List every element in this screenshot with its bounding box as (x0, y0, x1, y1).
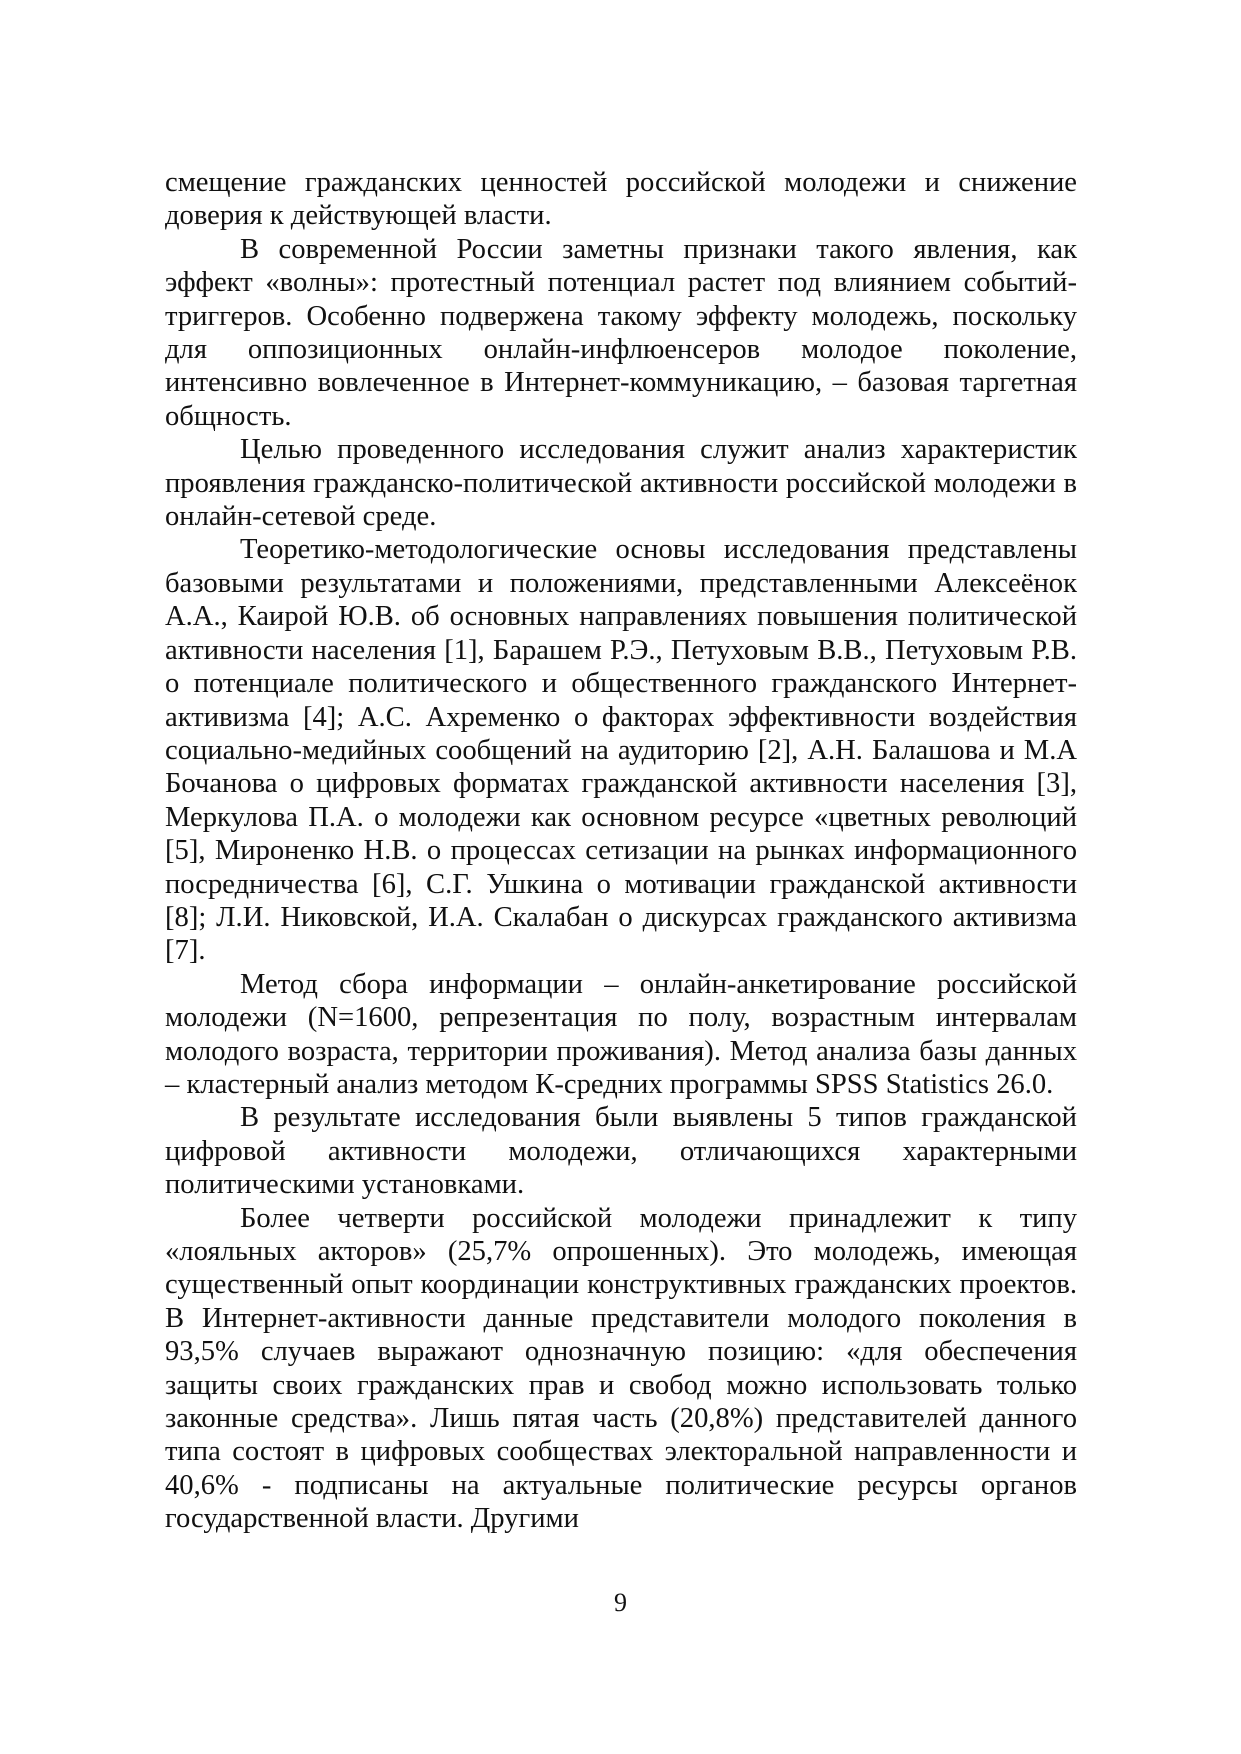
paragraph-6: В результате исследования были выявлены 5 типов гражданской цифровой активности молодежи, отличающихся характерными политическими установками. (165, 1102, 1077, 1201)
paragraph-4: Теоретико-методологические основы исследования представлены базовыми результатами и положениями, представленными Алексеёнок А.А., Каирой Ю.В. об основных направлениях повышения политической активности населения [1], Барашем Р.Э., Петуховым В.В., Петуховым Р.В. о потенциале политического и общественного гражданского Интернет-активизма [4]; А.С. Ахременко о факторах эффективности воздействия социально-медийных сообщений на аудиторию [2], А.Н. Балашова и М.А Бочанова о цифровых форматах гражданской активности населения [3], Меркулова П.А. о молодежи как основном ресурсе «цветных революций [5], Мироненко Н.В. о процессах сетизации на рынках информационного посредничества [6], С.Г. Ушкина о мотивации гражданской активности [8]; Л.И. Никовской, И.А. Скалабан о дискурсах гражданского активизма [7]. (165, 534, 1077, 967)
body-text (165, 166, 1077, 1536)
paragraph-1: смещение гражданских ценностей российской молодежи и снижение доверия к действующей власти. (165, 167, 1077, 232)
paragraph-2: В современной России заметны признаки такого явления, как эффект «волны»: протестный потенциал растет под влиянием событий-триггеров. Особенно подвержена такому эффекту молодежь, поскольку для оппозиционных онлайн-инфлюенсеров молодое поколение, интенсивно вовлеченное в Интернет-коммуникацию, – базовая таргетная общность. (165, 233, 1077, 432)
page-number: 9 (614, 1588, 627, 1617)
paragraph-3: Целью проведенного исследования служит анализ характеристик проявления гражданско-политической активности российской молодежи в онлайн-сетевой среде. (165, 434, 1077, 533)
paragraph-7: Более четверти российской молодежи принадлежит к типу «лояльных акторов» (25,7% опрошенных). Это молодежь, имеющая существенный опыт координации конструктивных гражданских проектов. В Интернет-активности данные представители молодого поколения в 93,5% случаев выражают однозначную позицию: «для обеспечения защиты своих гражданских прав и свобод можно использовать только законные средства». Лишь пятая часть (20,8%) представителей данного типа состоят в цифровых сообществах электоральной направленности и 40,6% - подписаны на актуальные политические ресурсы органов государственной власти. Другими (165, 1202, 1077, 1535)
paragraph-5: Метод сбора информации – онлайн-анкетирование российской молодежи (N=1600, репрезентация по полу, возрастным интервалам молодого возраста, территории проживания). Метод анализа базы данных – кластерный анализ методом К-средних программы SPSS Statistics 26.0. (165, 968, 1077, 1100)
